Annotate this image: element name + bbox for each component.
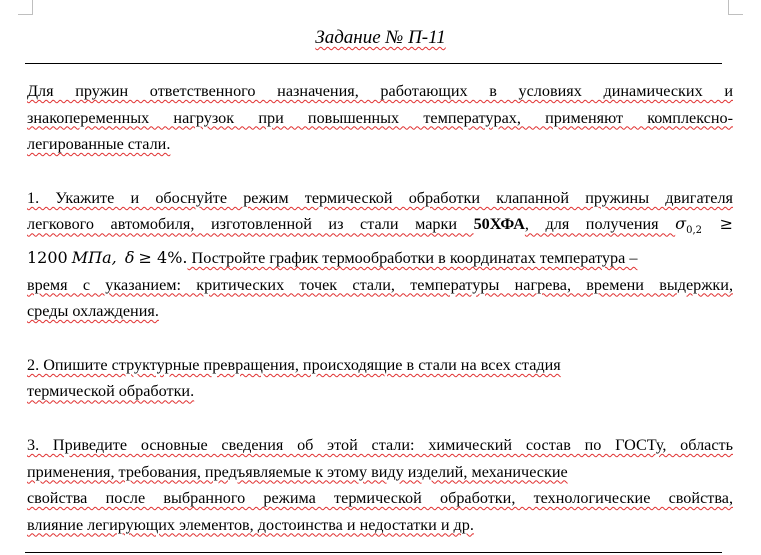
title-underline-rule bbox=[25, 63, 722, 64]
q3-line-3: свойства после выбранного режима термической обработки, технологические свойства, bbox=[27, 489, 733, 508]
margin-corner-mark-right bbox=[728, 0, 743, 15]
bottom-rule bbox=[25, 552, 722, 553]
strength-value: 1200 bbox=[27, 247, 68, 267]
q1-line-2-text-2: , для получения bbox=[524, 215, 676, 234]
q3-line-1: 3. Приведите основные сведения об этой стали: химический состав по ГОСТу, область bbox=[27, 435, 733, 454]
question-2-paragraph[interactable] bbox=[27, 352, 733, 405]
q2-line-2: термической обработки. bbox=[27, 382, 195, 401]
q1-line-2-text: легкового автомобиля, изготовленной из стали марки bbox=[27, 215, 474, 234]
ge-symbol-1: ≥ bbox=[702, 214, 733, 234]
q1-line-3-text: Постройте график термообработки в координатах температура – bbox=[187, 248, 638, 267]
q1-line-3 bbox=[27, 245, 733, 272]
document-body[interactable] bbox=[27, 78, 733, 538]
delta-symbol: δ bbox=[124, 247, 135, 267]
paragraph-spacer bbox=[27, 158, 733, 185]
intro-line-2: знакопеременных нагрузок при повышенных температурах, применяют комплексно- bbox=[27, 108, 733, 127]
sigma-symbol: σ bbox=[675, 214, 687, 234]
q3-line-4: влияние легирующих элементов, достоинства и недостатки и др. bbox=[27, 515, 474, 534]
sigma-subscript: 0,2 bbox=[686, 225, 702, 237]
intro-paragraph[interactable] bbox=[27, 78, 733, 158]
q1-line-2 bbox=[27, 211, 733, 245]
question-1-paragraph[interactable] bbox=[27, 185, 733, 325]
q3-line-2: применения, требования, предъявляемые к этому виду изделий, механические bbox=[27, 462, 568, 481]
margin-corner-mark-left bbox=[18, 0, 33, 15]
question-3-paragraph[interactable] bbox=[27, 432, 733, 538]
strength-unit: МПа, bbox=[71, 247, 117, 267]
q1-line-4: время с указанием: критических точек стали, температуры нагрева, времени выдержки, bbox=[27, 275, 733, 294]
elongation-condition: ≥ 4%. bbox=[138, 247, 188, 267]
document-title[interactable]: Задание № П-11 bbox=[315, 27, 446, 48]
q2-line-1: 2. Опишите структурные превращения, происходящие в стали на всех стадия bbox=[27, 355, 561, 374]
paragraph-spacer bbox=[27, 325, 733, 352]
steel-grade: 50ХФА bbox=[473, 215, 525, 234]
q1-line-5: среды охлаждения. bbox=[27, 302, 159, 321]
intro-line-1: Для пружин ответственного назначения, работающих в условиях динамических и bbox=[27, 82, 733, 100]
paragraph-spacer bbox=[27, 405, 733, 432]
intro-line-3: легированные стали. bbox=[27, 135, 171, 154]
q1-line-1: 1. Укажите и обоснуйте режим термической обработки клапанной пружины двигателя bbox=[27, 188, 733, 207]
